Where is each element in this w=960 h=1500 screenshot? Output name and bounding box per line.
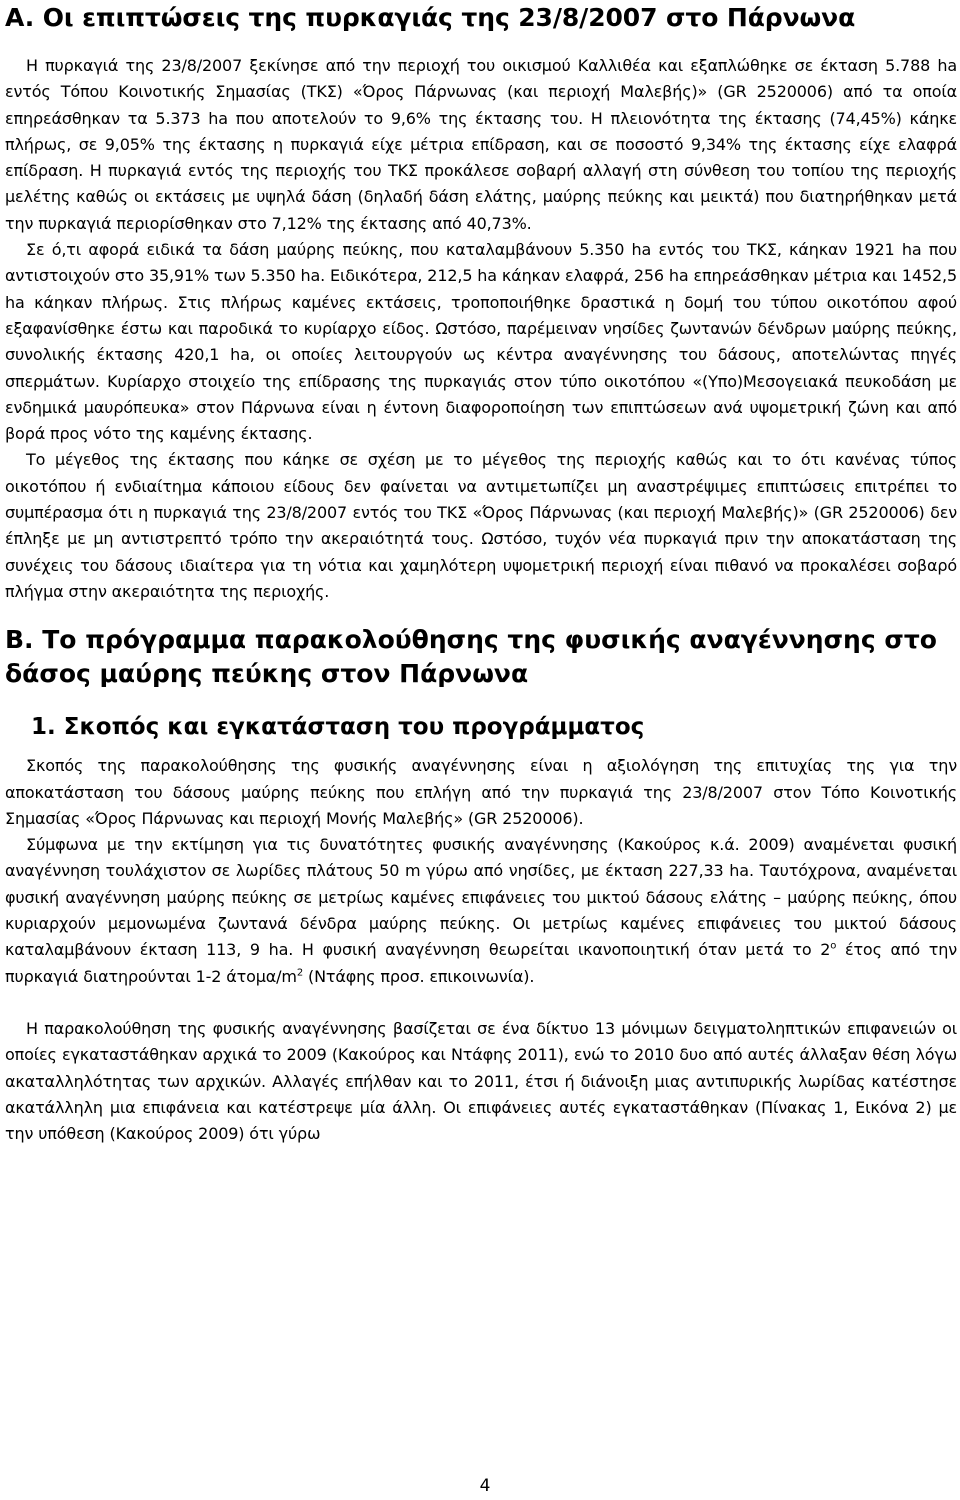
section-b-paragraph-1: Σκοπός της παρακολούθησης της φυσικής αναγέννησης είναι η αξιολόγηση της επιτυχίας της για την αποκατάσταση του δάσους μαύρης πεύκης που επλήγη από την πυρκαγιά της 23/8/2007 στον Τόπο Κοινοτικής Σημασίας «Όρος Πάρνωνας και περιοχή Μονής Μαλεβής» (GR 2520006). <box>5 756 957 828</box>
page-number: 4 <box>479 1476 491 1496</box>
section-a-paragraph-2: Σε ό,τι αφορά ειδικά τα δάση μαύρης πεύκης, που καταλαμβάνουν 5.350 ha εντός του ΤΚΣ, κάηκαν 1921 ha που αντιστοιχούν στο 35,91% των 5.350 ha. Ειδικότερα, 212,5 ha κάηκαν ελαφρά, 256 ha επηρεάσθηκαν μέτρια και 1452,5 ha κάηκαν πλήρως. Στις πλήρως καμένες εκτάσεις, τροποποιήθηκε δραστικά η δομή του τύπου οικοτόπου αφού εξαφανίσθηκε έστω και παροδικά το κυρίαρχο είδος. Ωστόσο, παρέμειναν νησίδες ζωντανών δένδρων μαύρης πεύκης, συνολικής έκτασης 420,1 ha, οι οποίες λειτουργούν ως κέντρα αναγέννησης του δάσους, αποτελώντας πηγές σπερμάτων. Κυρίαρχο στοιχείο της επίδρασης της πυρκαγιάς στον τύπο οικοτόπου «(Υπο)Μεσογειακά πευκοδάση με ενδημικά μαυρόπευκα» στον Πάρνωνα είναι η έντονη διαφοροποίηση των επιπτώσεων ανά υψομετρική ζώνη και από βορά προς νότο της καμένης έκτασης. <box>5 240 957 444</box>
section-a-heading: A. Οι επιπτώσεις της πυρκαγιάς της 23/8/2007 στο Πάρνωνα <box>5 3 856 32</box>
superscript: ο <box>830 940 837 952</box>
section-b-paragraph-3: Η παρακολούθηση της φυσικής αναγέννησης βασίζεται σε ένα δίκτυο 13 μόνιμων δειγματοληπτικών επιφανειών οι οποίες εγκαταστάθηκαν αρχικά το 2009 (Κακούρος και Ντάφης 2011), ενώ το 2010 δυο από αυτές άλλαξαν θέση λόγω ακαταλληλότητας των αρχικών. Αλλαγές επήλθαν και το 2011, έτσι ή διάνοιξη μιας αντιπυρικής λωρίδας κατέστησε ακατάλληλη μια επιφάνεια και κατέστρεψε μία άλλη. Οι επιφάνειες αυτές εγκαταστάθηκαν (Πίνακας 1, Εικόνα 2) με την υπόθεση (Κακούρος 2009) ότι γύρω <box>5 1018 957 1144</box>
superscript: 2 <box>296 967 304 979</box>
subsection-1-heading: 1. Σκοπός και εγκατάσταση του προγράμματος <box>31 714 645 741</box>
section-a-paragraph-1: Η πυρκαγιά της 23/8/2007 ξεκίνησε από την περιοχή του οικισμού Καλλιθέα και εξαπλώθηκε σε έκταση 5.788 ha εντός Τόπου Κοινοτικής Σημασίας (ΤΚΣ) «Όρος Πάρνωνας (και περιοχή Μαλεβής)» (GR 2520006) από τα οποία επηρεάσθηκαν τα 5.373 ha που αποτελούν το 9,6% της έκτασης του. Η πλειονότητα της έκτασης (74,45%) κάηκε πλήρως, σε 9,05% της έκτασης η πυρκαγιά είχε μέτρια επίδραση, και σε ποσοστό 9,34% της έκτασης είχε ελαφρά επίδραση. Η πυρκαγιά εντός της περιοχής του ΤΚΣ προκάλεσε σοβαρή αλλαγή στη σύνθεση του τοπίου της περιοχής μελέτης καθώς οι εκτάσεις με υψηλά δάση (δηλαδή δάση ελάτης, μαύρης πεύκης και μεικτά) που διατηρήθηκαν μετά την πυρκαγιά περιορίσθηκαν στο 7,12% της έκτασης από 40,73%. <box>5 56 957 233</box>
spacer <box>5 35 957 53</box>
paragraph-text: (Ντάφης προσ. επικοινωνία). <box>303 966 535 986</box>
spacer <box>5 990 957 1016</box>
paragraph-text: έτος από την πυρκαγιά διατηρούνται 1-2 άτομα/m <box>5 940 957 986</box>
paragraph-text: Σύμφωνα με την εκτίμηση για τις δυνατότητες φυσικής αναγέννησης (Κακούρος κ.ά. 2009) αναμένεται φυσική αναγέννηση τουλάχιστον σε λωρίδες πλάτους 50 m γύρω από νησίδες, με έκταση 227,33 ha. Ταυτόχρονα, αναμένεται φυσική αναγέννηση μαύρης πεύκης σε μετρίως καμένες επιφάνειες του μικτού δάσους ελάτης – μαύρης πεύκης, όπου κυριαρχούν μεμονωμένα ζωντανά δένδρα μαύρης πεύκης. Οι μετρίως καμένες επιφάνειες του μικτού δάσους καταλαμβάνουν έκταση 113, 9 ha. Η φυσική αναγέννηση θεωρείται ικανοποιητική όταν μετά το 2 <box>5 835 957 960</box>
section-a-paragraph-3: Το μέγεθος της έκτασης που κάηκε σε σχέση με το μέγεθος της περιοχής καθώς και το ότι κανένας τύπος οικοτόπου ή ενδιαίτημα κάποιου είδους δεν φαίνεται να αντιμετωπίζει μη αναστρέψιμες επιπτώσεις επιτρέπει το συμπέρασμα ότι η πυρκαγιά της 23/8/2007 εντός του ΤΚΣ «Όρος Πάρνωνας (και περιοχή Μαλεβής)» (GR 2520006) δεν έπληξε με μη αντιστρεπτό τρόπο την ακεραιότητά τους. Ωστόσο, τυχόν νέα πυρκαγιά πριν την αποκατάσταση της συνέχεις του δάσους ιδιαίτερα για τη νότια και χαμηλότερη υψομετρική περιοχή είναι πιθανό να προκαλέσει σοβαρό πλήγμα στην ακεραιότητα της περιοχής. <box>5 450 957 601</box>
document-page <box>5 0 957 1147</box>
section-b-paragraph-2 <box>5 832 957 990</box>
section-b-heading: B. Το πρόγραμμα παρακολούθησης της φυσικής αναγέννησης στο δάσος μαύρης πεύκης στον Πάρνωνα <box>5 625 937 689</box>
